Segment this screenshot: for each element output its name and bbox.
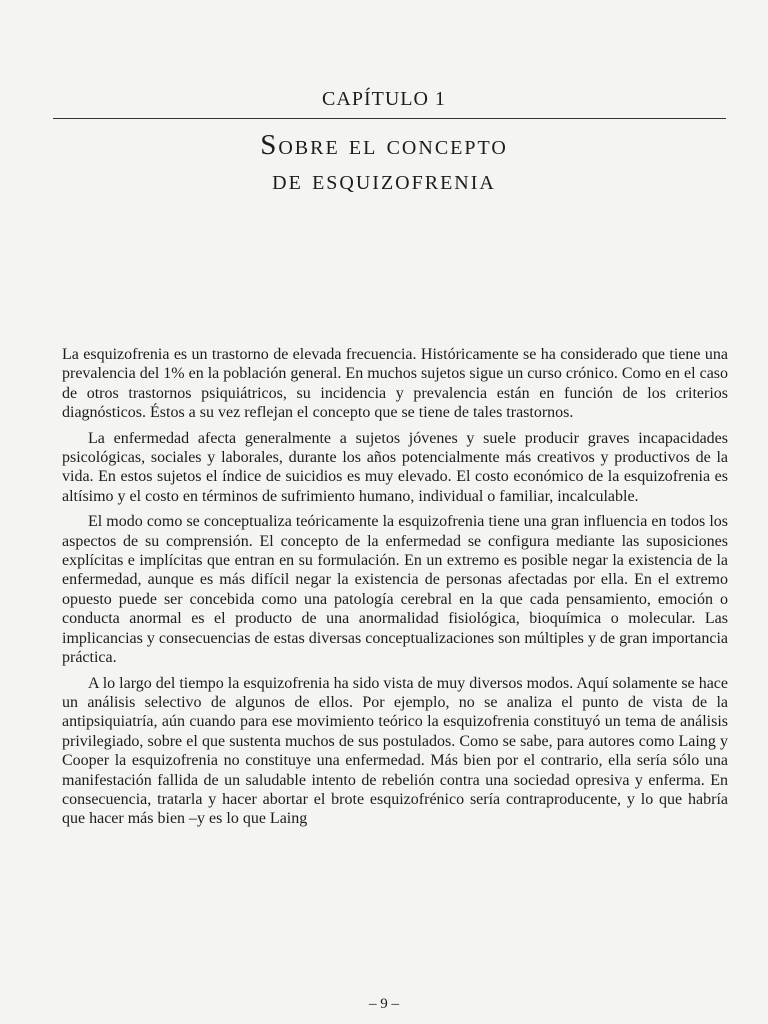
body-text [62, 345, 728, 835]
chapter-title [0, 128, 768, 198]
paragraph-4: A lo largo del tiempo la esquizofrenia ha sido vista de muy diversos modos. Aquí solamente se hace un análisis selectivo de algunos de ellos. Por ejemplo, no se analiza el punto de vista de la antipsiquiatría, aún cuando para ese movimiento teórico la esquizofrenia constituyó un tema de análisis privilegiado, sobre el que sustenta muchos de sus postulados. Como se sabe, para autores como Laing y Cooper la esquizofrenia no constituye una enfermedad. Más bien por el contrario, ella sería sólo una manifestación fallida de un saludable intento de rebelión contra una sociedad opresiva y enferma. En consecuencia, tratarla y hacer abortar el brote esquizofrénico sería contraproducente, y lo que habría que hacer más bien –y es lo que Laing [62, 674, 728, 828]
page-number: – 9 – [369, 996, 399, 1012]
paragraph-3: El modo como se conceptualiza teóricamente la esquizofrenia tiene una gran influencia en todos los aspectos de su comprensión. El concepto de la enfermedad se configura mediante las suposiciones explícitas e implícitas que entran en su formulación. En un extremo es posible negar la existencia de la enfermedad, aunque es más difícil negar la existencia de personas afectadas por ella. En el extremo opuesto puede ser concebida como una patología cerebral en la que cada pensamiento, emoción o conducta anormal es el producto de una anormalidad fisiológica, bioquímica o molecular. Las implicancias y consecuencias de estas diversas conceptualizaciones son múltiples y de gran importancia práctica. [62, 513, 728, 667]
paragraph-1: La esquizofrenia es un trastorno de elevada frecuencia. Históricamente se ha considerado que tiene una prevalencia del 1% en la población general. En muchos sujetos sigue un curso crónico. Como en el caso de otros trastornos psiquiátricos, su incidencia y prevalencia están en función de los criterios diagnósticos. Éstos a su vez reflejan el concepto que se tiene de tales trastornos. [62, 346, 729, 422]
chapter-title-line-1: Sobre el concepto [260, 129, 508, 161]
header-rule [53, 118, 726, 119]
chapter-title-line-2: de esquizofrenia [272, 164, 496, 196]
paragraph-2: La enfermedad afecta generalmente a sujetos jóvenes y suele producir graves incapacidades psicológicas, sociales y laborales, durante los años potencialmente más creativos y productivos de la vida. En estos sujetos el índice de suicidios es muy elevado. El costo económico de la esquizofrenia es altísimo y el costo en términos de sufrimiento humano, individual o familiar, incalculable. [62, 429, 728, 505]
chapter-label: CAPÍTULO 1 [322, 88, 446, 110]
